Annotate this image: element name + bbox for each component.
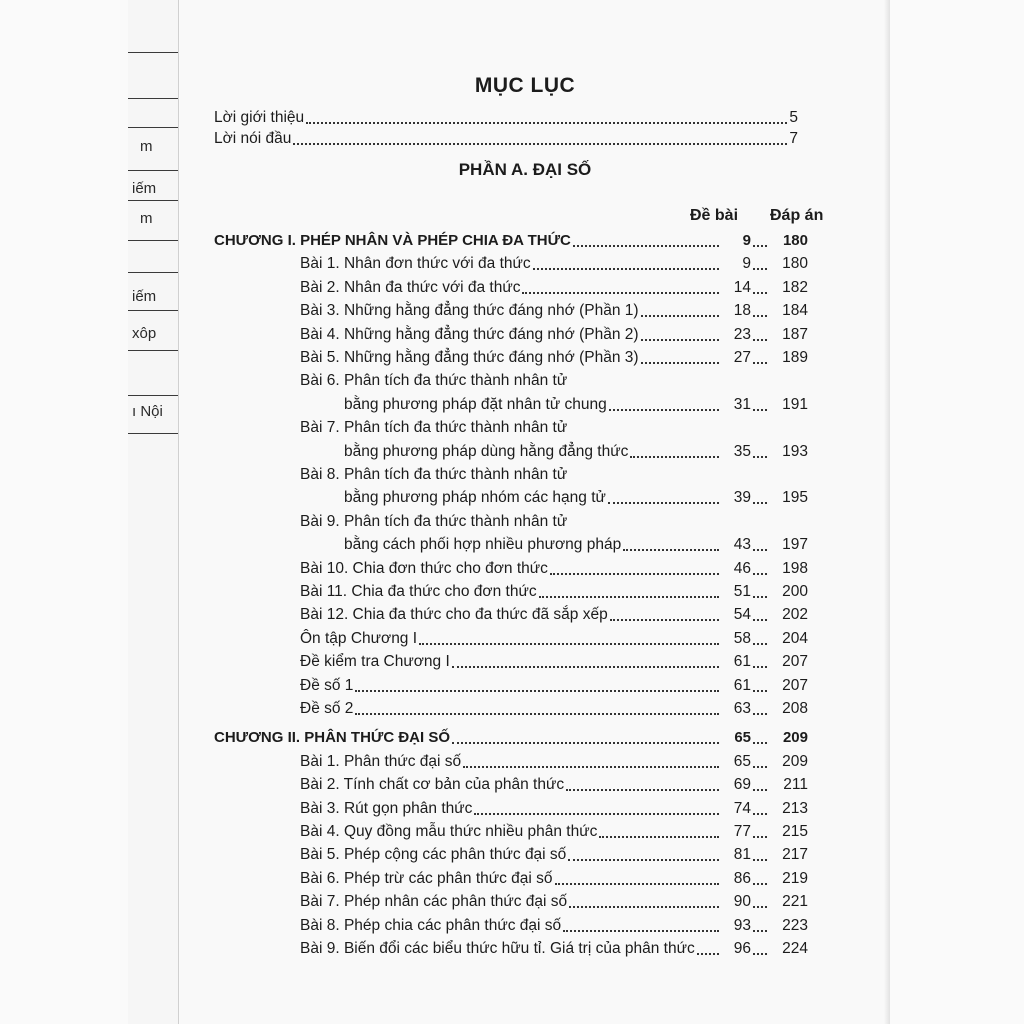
dot-leader	[355, 690, 719, 692]
dot-leader	[609, 409, 719, 411]
toc-answer-page-number: 207	[782, 676, 808, 694]
dot-leader	[599, 836, 719, 838]
toc-entry-row[interactable]	[300, 254, 808, 274]
toc-entry-label: Bài 8. Phép chia các phân thức đại số	[300, 916, 562, 934]
toc-entry-row[interactable]	[300, 559, 808, 579]
toc-answer-page-number: 207	[782, 653, 808, 671]
dot-leader	[753, 643, 767, 645]
dot-leader	[563, 930, 719, 932]
toc-chapter-label: CHƯƠNG I. PHÉP NHÂN VÀ PHÉP CHIA ĐA THỨC	[214, 232, 571, 249]
dot-leader	[753, 859, 767, 861]
toc-entry-row[interactable]	[300, 752, 808, 772]
toc-front-matter-row[interactable]	[214, 129, 798, 149]
toc-entry-label: bằng cách phối hợp nhiều phương pháp	[344, 536, 622, 554]
toc-entry-row[interactable]	[300, 845, 808, 865]
toc-entry-label: Bài 11. Chia đa thức cho đơn thức	[300, 583, 537, 600]
toc-entry-label: Đề số 1	[300, 676, 354, 694]
column-header-exercise: Đề bài	[690, 207, 739, 224]
dot-leader	[522, 292, 719, 294]
dot-leader	[753, 789, 767, 791]
toc-entry-label: Bài 3. Những hằng đẳng thức đáng nhớ (Phần 1)	[300, 302, 639, 320]
toc-entry-label: Ôn tập Chương I	[300, 629, 418, 647]
toc-page-number: 27	[733, 349, 751, 366]
toc-answer-page-number: 221	[782, 893, 808, 911]
table-rule	[128, 98, 178, 99]
toc-page-number: 93	[733, 916, 751, 934]
toc-answer-page-number: 224	[782, 940, 808, 957]
toc-page-number: 9	[742, 232, 751, 249]
toc-entry-label: Bài 1. Phân thức đại số	[300, 752, 462, 770]
toc-page-number: 18	[733, 302, 751, 320]
dot-leader	[452, 742, 719, 744]
dot-leader	[753, 502, 767, 504]
dot-leader	[533, 268, 719, 270]
toc-entry-row[interactable]	[300, 348, 808, 368]
table-rule	[128, 52, 178, 53]
toc-entry-row[interactable]	[300, 869, 808, 889]
dot-leader	[419, 643, 719, 645]
table-rule	[128, 272, 178, 273]
toc-page-number: 31	[733, 395, 751, 413]
page-fragment-text: ı Nội	[132, 403, 163, 420]
toc-entry-label-line: Bài 6. Phân tích đa thức thành nhân tử	[300, 372, 568, 390]
toc-entry-row[interactable]	[300, 652, 808, 672]
dot-leader	[753, 339, 767, 341]
dot-leader	[566, 789, 719, 791]
dot-leader	[623, 549, 719, 551]
toc-page-number: 58	[733, 629, 751, 647]
dot-leader	[753, 292, 767, 294]
dot-leader	[753, 742, 767, 744]
dot-leader	[753, 906, 767, 908]
table-rule	[128, 240, 178, 241]
dot-leader	[753, 245, 767, 247]
toc-entry-row[interactable]	[300, 822, 808, 842]
toc-answer-page-number: 204	[782, 629, 808, 647]
toc-entry-label: Bài 12. Chia đa thức cho đa thức đã sắp xếp	[300, 606, 608, 624]
dot-leader	[630, 456, 719, 458]
toc-entry-label: Bài 3. Rút gọn phân thức	[300, 799, 473, 817]
toc-entry-label-line: Bài 7. Phân tích đa thức thành nhân tử	[300, 419, 568, 437]
toc-page-number: 96	[733, 940, 751, 957]
toc-entry-row[interactable]	[300, 892, 808, 912]
toc-answer-page-number: 213	[782, 799, 808, 817]
toc-entry-row[interactable]	[300, 916, 808, 936]
page-fragment-text: iếm	[132, 180, 157, 197]
toc-page-number: 90	[733, 893, 751, 911]
toc-entry-row[interactable]	[300, 799, 808, 819]
toc-entry-row[interactable]	[300, 676, 808, 696]
dot-leader	[753, 315, 767, 317]
dot-leader	[753, 268, 767, 270]
toc-entry-row[interactable]	[300, 699, 808, 719]
toc-answer-page-number: 195	[782, 489, 808, 507]
table-rule	[128, 395, 178, 396]
toc-entry-row[interactable]	[344, 488, 808, 508]
toc-answer-page-number: 180	[782, 232, 808, 249]
toc-entry-row[interactable]	[344, 395, 808, 415]
toc-answer-page-number: 191	[782, 395, 808, 413]
toc-page-number: 69	[733, 776, 751, 794]
toc-page-number: 51	[733, 583, 751, 600]
table-rule	[128, 310, 178, 311]
toc-page-number: 46	[733, 559, 751, 577]
toc-entry-label: Đề kiểm tra Chương I	[300, 653, 450, 671]
dot-leader	[753, 836, 767, 838]
dot-leader	[306, 122, 787, 124]
toc-answer-page-number: 211	[783, 776, 808, 794]
toc-entry-row[interactable]	[300, 629, 808, 649]
toc-answer-page-number: 209	[782, 729, 808, 747]
dot-leader	[355, 713, 719, 715]
toc-page-number: 35	[733, 442, 751, 460]
dot-leader	[539, 596, 719, 598]
toc-page-number: 74	[733, 799, 751, 817]
toc-entry-label: Bài 7. Phép nhân các phân thức đại số	[300, 893, 568, 911]
dot-leader	[753, 596, 767, 598]
dot-leader	[753, 409, 767, 411]
toc-entry-row[interactable]	[300, 301, 808, 321]
dot-leader	[555, 883, 719, 885]
toc-answer-page-number: 209	[782, 752, 808, 770]
toc-entry-label: Bài 10. Chia đơn thức cho đơn thức	[300, 559, 548, 577]
page-fragment-text: m	[140, 138, 153, 155]
toc-page	[180, 0, 890, 1024]
toc-entry-label: Bài 5. Phép cộng các phân thức đại số	[300, 846, 567, 864]
dot-leader	[753, 883, 767, 885]
toc-entry-label: Bài 4. Những hằng đẳng thức đáng nhớ (Phần 2)	[300, 325, 639, 343]
page-fragment-text: iếm	[132, 288, 157, 305]
column-header-answer: Đáp án	[770, 207, 824, 224]
toc-answer-page-number: 198	[782, 559, 808, 577]
dot-leader	[753, 549, 767, 551]
table-rule	[128, 200, 178, 201]
dot-leader	[753, 766, 767, 768]
dot-leader	[753, 953, 767, 955]
toc-page-number: 81	[733, 846, 751, 864]
toc-entry-label: Bài 5. Những hằng đẳng thức đáng nhớ (Phần 3)	[300, 349, 639, 366]
toc-page-number: 65	[734, 729, 751, 747]
page-fragment-text: m	[140, 210, 153, 227]
toc-page-number: 9	[742, 255, 751, 273]
toc-answer-page-number: 217	[782, 846, 808, 864]
toc-entry-label: bằng phương pháp dùng hằng đẳng thức	[344, 442, 629, 460]
toc-entry-label: Bài 6. Phép trừ các phân thức đại số	[300, 869, 553, 887]
dot-leader	[753, 690, 767, 692]
toc-page-number: 7	[789, 130, 798, 147]
page-fragment-text: xôp	[132, 325, 157, 342]
toc-page-number: 61	[733, 653, 751, 671]
toc-page-number: 23	[733, 325, 751, 343]
toc-answer-page-number: 219	[782, 869, 808, 887]
dot-leader	[293, 143, 787, 145]
toc-entry-label: bằng phương pháp nhóm các hạng tử	[344, 489, 606, 507]
dot-leader	[753, 813, 767, 815]
toc-entry-label-line: Bài 9. Phân tích đa thức thành nhân tử	[300, 512, 568, 530]
toc-entry-row[interactable]	[300, 325, 808, 345]
toc-answer-page-number: 180	[782, 255, 808, 273]
table-rule	[128, 127, 178, 128]
toc-entry-row[interactable]	[344, 535, 808, 555]
toc-entry-row[interactable]	[300, 605, 808, 625]
toc-answer-page-number: 187	[782, 325, 808, 343]
dot-leader	[641, 315, 719, 317]
dot-leader	[463, 766, 719, 768]
toc-answer-page-number: 215	[782, 823, 808, 840]
toc-entry-label: Bài 1. Nhân đơn thức với đa thức	[300, 255, 531, 273]
dot-leader	[753, 666, 767, 668]
dot-leader	[568, 859, 719, 861]
toc-entry-label: Lời giới thiệu	[214, 109, 305, 126]
adjacent-page-edge	[128, 0, 179, 1024]
toc-entry-row[interactable]	[300, 582, 808, 602]
dot-leader	[474, 813, 719, 815]
part-title: PHẦN A. ĐẠI SỐ	[458, 160, 592, 179]
toc-front-matter-row[interactable]	[214, 108, 798, 128]
toc-entry-row[interactable]	[344, 442, 808, 462]
dot-leader	[753, 713, 767, 715]
toc-answer-page-number: 208	[782, 700, 808, 717]
toc-page-number: 5	[789, 109, 798, 126]
toc-page-number: 65	[733, 752, 751, 770]
toc-answer-page-number: 189	[782, 349, 808, 366]
page-title: MỤC LỤC	[474, 74, 576, 97]
toc-answer-page-number: 202	[782, 606, 808, 624]
toc-page-number: 77	[733, 823, 751, 840]
dot-leader	[550, 573, 719, 575]
table-rule	[128, 170, 178, 171]
toc-answer-page-number: 184	[782, 302, 808, 320]
toc-entry-label: Bài 4. Quy đồng mẫu thức nhiều phân thức	[300, 823, 598, 840]
toc-page-number: 61	[733, 676, 751, 694]
toc-entry-label-line: Bài 8. Phân tích đa thức thành nhân tử	[300, 466, 568, 483]
toc-entry-label: bằng phương pháp đặt nhân tử chung	[344, 395, 607, 413]
toc-entry-row[interactable]	[300, 278, 808, 298]
toc-entry-label: Bài 2. Nhân đa thức với đa thức	[300, 278, 521, 296]
toc-entry-label: Bài 9. Biến đổi các biểu thức hữu tỉ. Giá trị của phân thức	[300, 940, 695, 957]
toc-entry-label: Lời nói đầu	[214, 130, 292, 147]
toc-answer-page-number: 200	[782, 583, 808, 600]
dot-leader	[610, 619, 719, 621]
dot-leader	[753, 362, 767, 364]
dot-leader	[608, 502, 719, 504]
toc-page-number: 54	[733, 606, 751, 624]
toc-entry-row[interactable]	[300, 775, 808, 795]
toc-page-number: 86	[733, 869, 751, 887]
toc-chapter-label: CHƯƠNG II. PHÂN THỨC ĐẠI SỐ	[214, 729, 451, 747]
toc-answer-page-number: 223	[782, 916, 808, 934]
toc-answer-page-number: 197	[782, 536, 808, 554]
dot-leader	[753, 930, 767, 932]
toc-chapter-row[interactable]	[214, 728, 808, 748]
toc-entry-label: Đề số 2	[300, 700, 354, 717]
dot-leader	[569, 906, 719, 908]
toc-answer-page-number: 182	[782, 278, 808, 296]
table-rule	[128, 350, 178, 351]
dot-leader	[641, 362, 719, 364]
toc-answer-page-number: 193	[782, 442, 808, 460]
dot-leader	[573, 245, 719, 247]
toc-page-number: 63	[733, 700, 751, 717]
toc-chapter-row[interactable]	[214, 231, 808, 251]
toc-page-number: 14	[733, 278, 751, 296]
toc-page-number: 43	[733, 536, 751, 554]
dot-leader	[753, 573, 767, 575]
dot-leader	[753, 619, 767, 621]
dot-leader	[753, 456, 767, 458]
toc-entry-label: Bài 2. Tính chất cơ bản của phân thức	[300, 776, 565, 794]
toc-page-number: 39	[733, 489, 751, 507]
dot-leader	[641, 339, 719, 341]
table-rule	[128, 433, 178, 434]
dot-leader	[697, 953, 719, 955]
dot-leader	[452, 666, 719, 668]
toc-entry-row[interactable]	[300, 939, 808, 959]
